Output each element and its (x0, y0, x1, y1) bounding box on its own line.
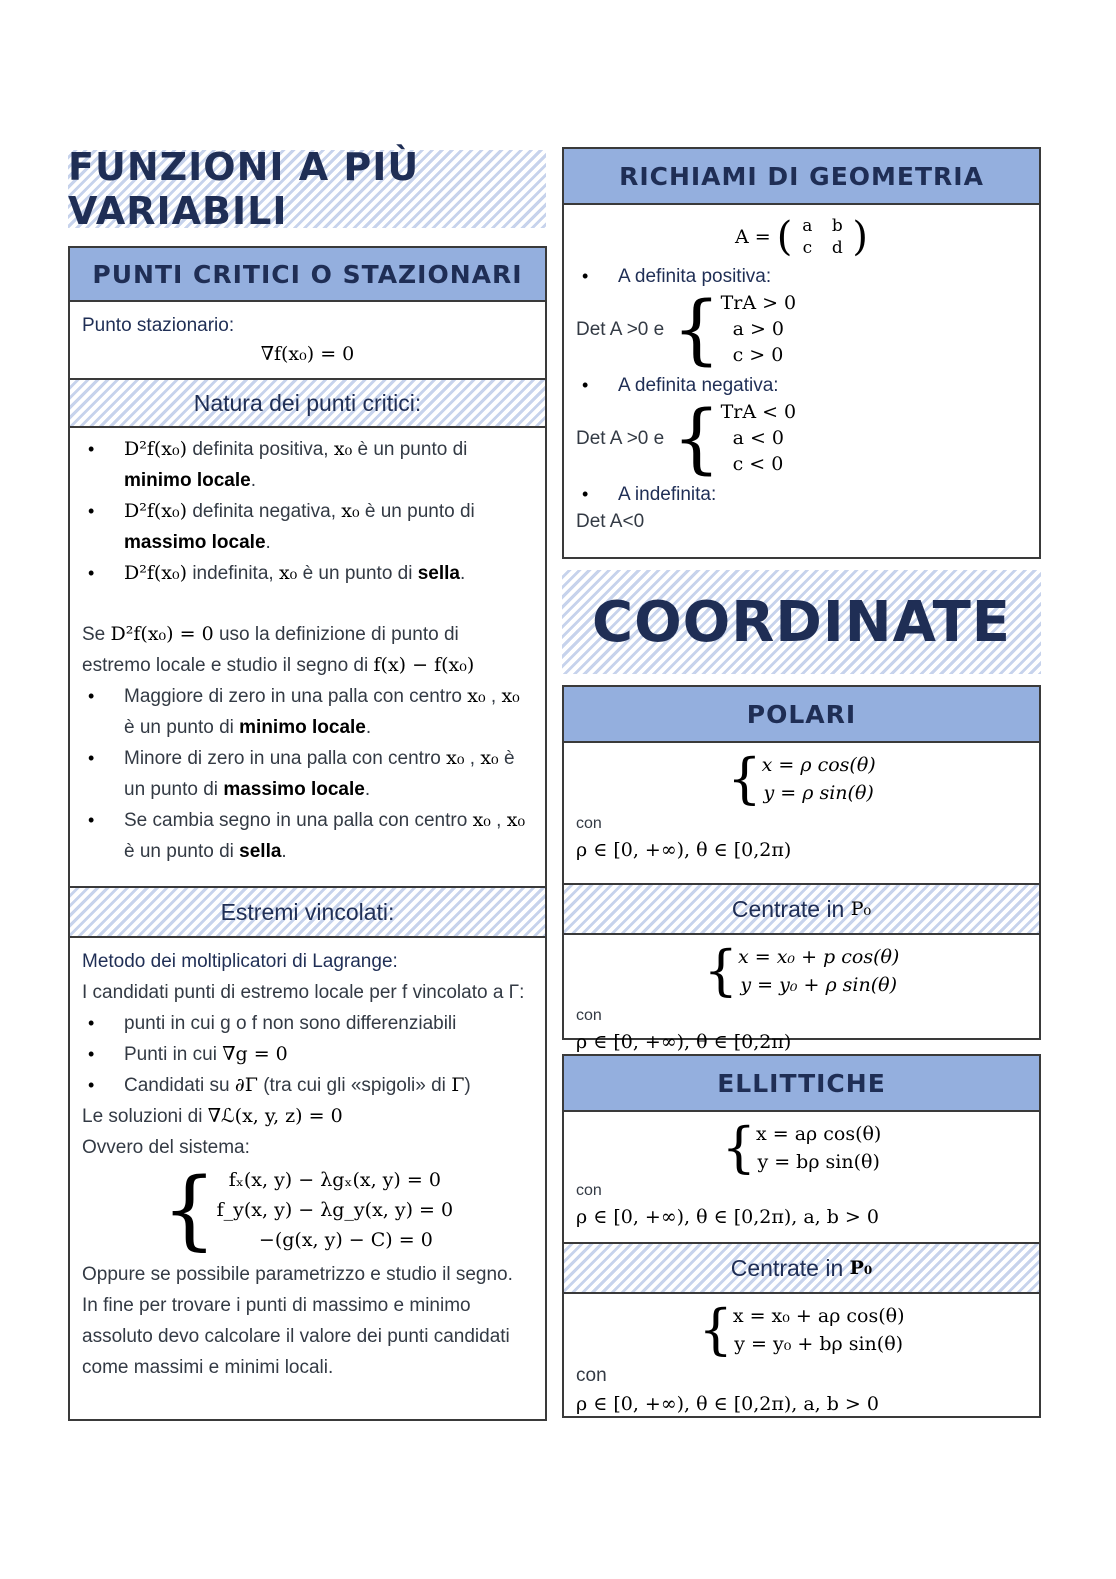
polari-centrate-system (703, 939, 900, 1002)
bold-text: sella (239, 841, 282, 862)
brace-icon: { (727, 747, 762, 810)
matrix-cell: b (831, 216, 843, 236)
item-text: . (250, 470, 256, 491)
item-text: . (364, 779, 371, 800)
matrix (792, 215, 852, 259)
item-text: , (490, 810, 507, 831)
bold-text: massimo locale (223, 779, 365, 800)
math-expr: D²f(x₀) (124, 500, 188, 522)
centrate-label: Centrate in (731, 895, 845, 922)
segno-list (82, 681, 533, 867)
geometria-section (564, 205, 1039, 541)
item-text: è un punto di (359, 501, 475, 522)
text: Le soluzioni di (82, 1106, 208, 1127)
math-expr: x₀ (506, 809, 526, 831)
main-title-text: FUNZIONI A PIÙ VARIABILI (68, 145, 420, 233)
punto-stazionario-label: Punto stazionario: (82, 315, 235, 336)
item-text: . (365, 717, 372, 738)
condition-text: Det A >0 e (576, 318, 665, 340)
ellittiche-centrate-section (564, 1294, 1039, 1424)
math-expr: x₀ (501, 685, 520, 707)
coordinate-title-text: COORDINATE (591, 589, 1012, 655)
ellittiche-system (721, 1116, 882, 1179)
ovvero-line: Ovvero del sistema: (82, 1137, 250, 1158)
system-row: TrA < 0 (720, 401, 797, 423)
range-text: ρ ∈ [0, +∞), θ ∈ [0,2π), a, b > 0 (576, 1393, 879, 1415)
math-expr: x₀ (333, 438, 353, 460)
list-item (82, 1039, 533, 1070)
math-expr: D²f(x₀) (124, 438, 188, 460)
polari-centrate-section (564, 935, 1039, 1061)
math-expr: x₀ (467, 685, 486, 707)
math-expr: x₀ (446, 747, 465, 769)
con-label: con (576, 815, 602, 832)
punti-critici-header (70, 248, 545, 302)
system-row: y = y₀ + ρ sin(θ) (740, 974, 897, 996)
matrix-line (576, 211, 1027, 263)
item-text: ) (464, 1075, 471, 1096)
text: uso la definizione di punto di (213, 624, 459, 645)
ellittiche-centrate-header (564, 1242, 1039, 1294)
system-row: x = x₀ + aρ cos(θ) (732, 1305, 905, 1327)
item-text: è un punto di (124, 748, 515, 800)
bold-text: sella (417, 563, 460, 584)
matrix-cell: d (831, 238, 843, 258)
polari-header-text: POLARI (746, 699, 857, 729)
item-text: punti in cui g o f non sono differenziabili (124, 1013, 457, 1034)
natura-header (70, 378, 545, 428)
item-text: indefinita, (187, 563, 279, 584)
ellittiche-header (564, 1056, 1039, 1112)
list-item (82, 496, 533, 558)
neg-condition (576, 393, 1027, 482)
math-expr: P₀ (850, 898, 872, 920)
item-text: Punti in cui (124, 1044, 223, 1065)
list-item (82, 743, 533, 805)
list-item (82, 805, 533, 867)
list-item: • A definita positiva: (576, 263, 1027, 290)
math-expr: ∂Γ (234, 1074, 258, 1096)
system-row: y = bρ sin(θ) (757, 1151, 880, 1173)
range-text: ρ ∈ [0, +∞), θ ∈ [0,2π), a, b > 0 (576, 1206, 879, 1228)
polari-header (564, 687, 1039, 743)
vincolati-header (70, 886, 545, 938)
polari-system (727, 747, 876, 810)
text: Se (82, 624, 111, 645)
math-expr: ∇g = 0 (222, 1043, 288, 1065)
item-text: è un punto di (124, 841, 240, 862)
math-expr: ∇ℒ(x, y, z) = 0 (207, 1105, 343, 1127)
brace-icon: { (672, 284, 721, 373)
natura-section (70, 428, 545, 886)
system-row: fₓ(x, y) − λgₓ(x, y) = 0 (228, 1169, 441, 1191)
list-item (82, 434, 533, 496)
con-label: con (576, 1365, 607, 1386)
brace-icon: { (672, 393, 721, 482)
item-text: . (265, 532, 271, 553)
lagrange-system (161, 1160, 454, 1260)
coordinate-title (562, 570, 1041, 674)
pos-condition (576, 284, 1027, 373)
system-row: y = ρ sin(θ) (763, 782, 874, 804)
ellittiche-section (564, 1112, 1039, 1242)
natura-header-text: Natura dei punti critici: (193, 389, 422, 416)
geometria-header-text: RICHIAMI DI GEOMETRIA (619, 161, 984, 191)
bold-text: minimo locale (239, 717, 366, 738)
math-expr: f(x) − f(x₀) (373, 654, 475, 676)
con-label: con (576, 1182, 602, 1199)
list-item (82, 681, 533, 743)
vincolati-outro: Oppure se possibile parametrizzo e studio il segno. In fine per trovare i punti di massimo e minimo assoluto devo calcolare il valore dei punti candidati come massimi e minimi locali. (82, 1264, 513, 1378)
system-row: x = aρ cos(θ) (756, 1123, 882, 1145)
system-row: TrA > 0 (720, 292, 797, 314)
system-row: x = x₀ + p cos(θ) (738, 946, 900, 968)
item-text: Maggiore di zero in una palla con centro (124, 686, 468, 707)
list-item (82, 1008, 533, 1039)
matrix-cell: c (802, 238, 813, 258)
paren-left-icon: ( (776, 213, 793, 260)
vincolati-section (70, 938, 545, 1389)
paren-right-icon: ) (852, 213, 868, 260)
math-expr: D²f(x₀) = 0 (110, 623, 214, 645)
natura-list (82, 434, 533, 589)
punto-stazionario-section (70, 302, 545, 378)
item-text: , (464, 748, 481, 769)
polari-section (564, 743, 1039, 883)
punto-stazionario-formula: ∇f(x₀) = 0 (260, 343, 355, 365)
brace-icon: { (161, 1160, 217, 1260)
ellittiche-centrate-system (698, 1298, 905, 1361)
item-text: . (460, 563, 466, 584)
math-expr: x₀ (480, 747, 499, 769)
vincolati-intro: I candidati punti di estremo locale per f vincolato a Γ: (82, 982, 525, 1003)
system-row: c > 0 (732, 344, 784, 366)
bold-text: minimo locale (124, 470, 251, 491)
system-row: −(g(x, y) − C) = 0 (258, 1229, 433, 1251)
item-text: definita positiva, (187, 439, 334, 460)
text: estremo locale e studio il segno di (82, 655, 374, 676)
matrix-cell: a (802, 216, 813, 236)
polari-box (562, 685, 1041, 1053)
vincolati-header-text: Estremi vincolati: (220, 898, 395, 925)
item-text: è un punto di (297, 563, 418, 584)
item-text: , (485, 686, 502, 707)
left-column (68, 246, 547, 1421)
math-expr: P₀ (849, 1257, 873, 1279)
ellittiche-box (562, 1054, 1041, 1418)
item-text: Minore di zero in una palla con centro (124, 748, 447, 769)
matrix-label: A = (735, 225, 771, 248)
math-expr: x₀ (341, 500, 360, 522)
math-expr: D²f(x₀) (124, 562, 188, 584)
soluzioni-line (82, 1101, 533, 1132)
item-text: (tra cui gli «spigoli» di (257, 1075, 452, 1096)
geometria-header (564, 149, 1039, 205)
system-row: a < 0 (732, 427, 784, 449)
metodo-label: Metodo dei moltiplicatori di Lagrange: (82, 951, 398, 972)
item-text: Se cambia segno in una palla con centro (124, 810, 473, 831)
brace-icon: { (721, 1116, 756, 1179)
range-text: ρ ∈ [0, +∞), θ ∈ [0,2π) (576, 1031, 792, 1053)
bold-text: massimo locale (124, 532, 266, 553)
item-text: Candidati su (124, 1075, 235, 1096)
math-expr: x₀ (278, 562, 298, 584)
system-row: c < 0 (732, 453, 784, 475)
system-row: a > 0 (732, 318, 784, 340)
system-row: y = y₀ + bρ sin(θ) (734, 1333, 904, 1355)
math-expr: Γ (451, 1074, 465, 1096)
condition-text: Det A >0 e (576, 427, 665, 449)
system-row: x = ρ cos(θ) (761, 754, 876, 776)
punti-critici-header-text: PUNTI CRITICI O STAZIONARI (92, 259, 523, 289)
item-text: definita negativa, (187, 501, 342, 522)
se-paragraph (82, 619, 533, 681)
item-text: è un punto di (352, 439, 468, 460)
centrate-label: Centrate in (730, 1254, 844, 1281)
list-item: • A definita negativa: (576, 372, 1027, 399)
list-item: • A indefinita: (576, 481, 1027, 508)
range-text: ρ ∈ [0, +∞), θ ∈ [0,2π) (576, 839, 792, 861)
brace-icon: { (703, 939, 738, 1002)
math-expr: x₀ (472, 809, 491, 831)
list-item (82, 558, 533, 589)
item-text: . (281, 841, 287, 862)
candidati-list (82, 1008, 533, 1101)
ind-condition: Det A<0 (576, 511, 645, 532)
item-text: è un punto di (124, 717, 240, 738)
brace-icon: { (698, 1298, 733, 1361)
main-title (68, 145, 546, 233)
system-row: f_y(x, y) − λg_y(x, y) = 0 (216, 1199, 454, 1221)
con-label: con (576, 1007, 602, 1024)
ellittiche-header-text: ELLITTICHE (717, 1068, 886, 1098)
list-item (82, 1070, 533, 1101)
polari-centrate-header (564, 883, 1039, 935)
geometria-box (562, 147, 1041, 559)
